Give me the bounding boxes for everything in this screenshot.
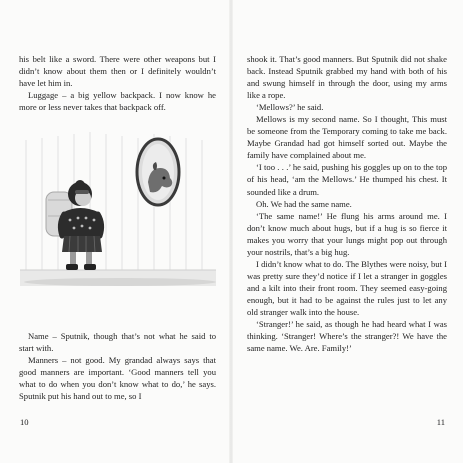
paragraph: ‘Stranger!’ he said, as though he had heard what I was thinking. ‘Stranger! Where’s the stranger?! We have the same name. We. Are. Family!’	[247, 319, 447, 354]
left-page-top-text	[19, 53, 216, 113]
boy-with-backpack-and-mirror-dog-illustration	[20, 120, 216, 308]
paragraph: Oh. We had the same name.	[256, 198, 352, 209]
paragraph: Mellows is my second name. So I thought, This must be someone from the Temporary coming to take me back. Maybe Grandad had got himself sorted out. Maybe the family have complained about me.	[247, 114, 447, 161]
page-number: 11	[436, 417, 445, 427]
paragraph: I didn’t know what to do. The Blythes were noisy, but I was pretty sure they’d notice if I let a stranger in goggles and a kilt into their front room. They seemed easy-going enough, but it had to be against the rules just to let any old stranger walk into the house.	[247, 258, 447, 317]
right-page-text	[247, 53, 447, 354]
paragraph: ‘The same name!’ He flung his arms around me. I don’t know much about hugs, but if a hug is so fierce it makes you worry that your lungs might pop out through your nostrils, that’s a big hug.	[247, 210, 447, 257]
right-page	[233, 0, 463, 463]
paragraph: Manners – not good. My grandad always says that good manners are important. ‘Good manners tell you what to do when you don’t know what to do,’ he says. Sputnik put his hand out to me, so I	[19, 355, 216, 402]
paragraph: shook it. That’s good manners. But Sputnik did not shake back. Instead Sputnik grabbed my hand with both of his and swung himself in through the door, using my arms like a rope.	[247, 54, 447, 101]
paragraph: ‘Mellows?’ he said.	[256, 102, 324, 113]
left-page	[0, 0, 230, 463]
paragraph: his belt like a sword. There were other weapons but I didn’t know about them then or I definitely wouldn’t have let him in.	[19, 54, 216, 89]
mirror-icon	[137, 139, 179, 205]
left-page-bottom-text	[19, 330, 216, 402]
page-number: 10	[20, 417, 29, 427]
paragraph: ‘I too . . .’ he said, pushing his goggles up on to the top of his head, ‘am the Mellows.’ He thumped his chest. It sounded like a drum.	[247, 162, 447, 197]
paragraph: Luggage – a big yellow backpack. I now know he more or less never takes that backpack off.	[19, 90, 216, 113]
paragraph: Name – Sputnik, though that’s not what he said to start with.	[19, 331, 216, 354]
